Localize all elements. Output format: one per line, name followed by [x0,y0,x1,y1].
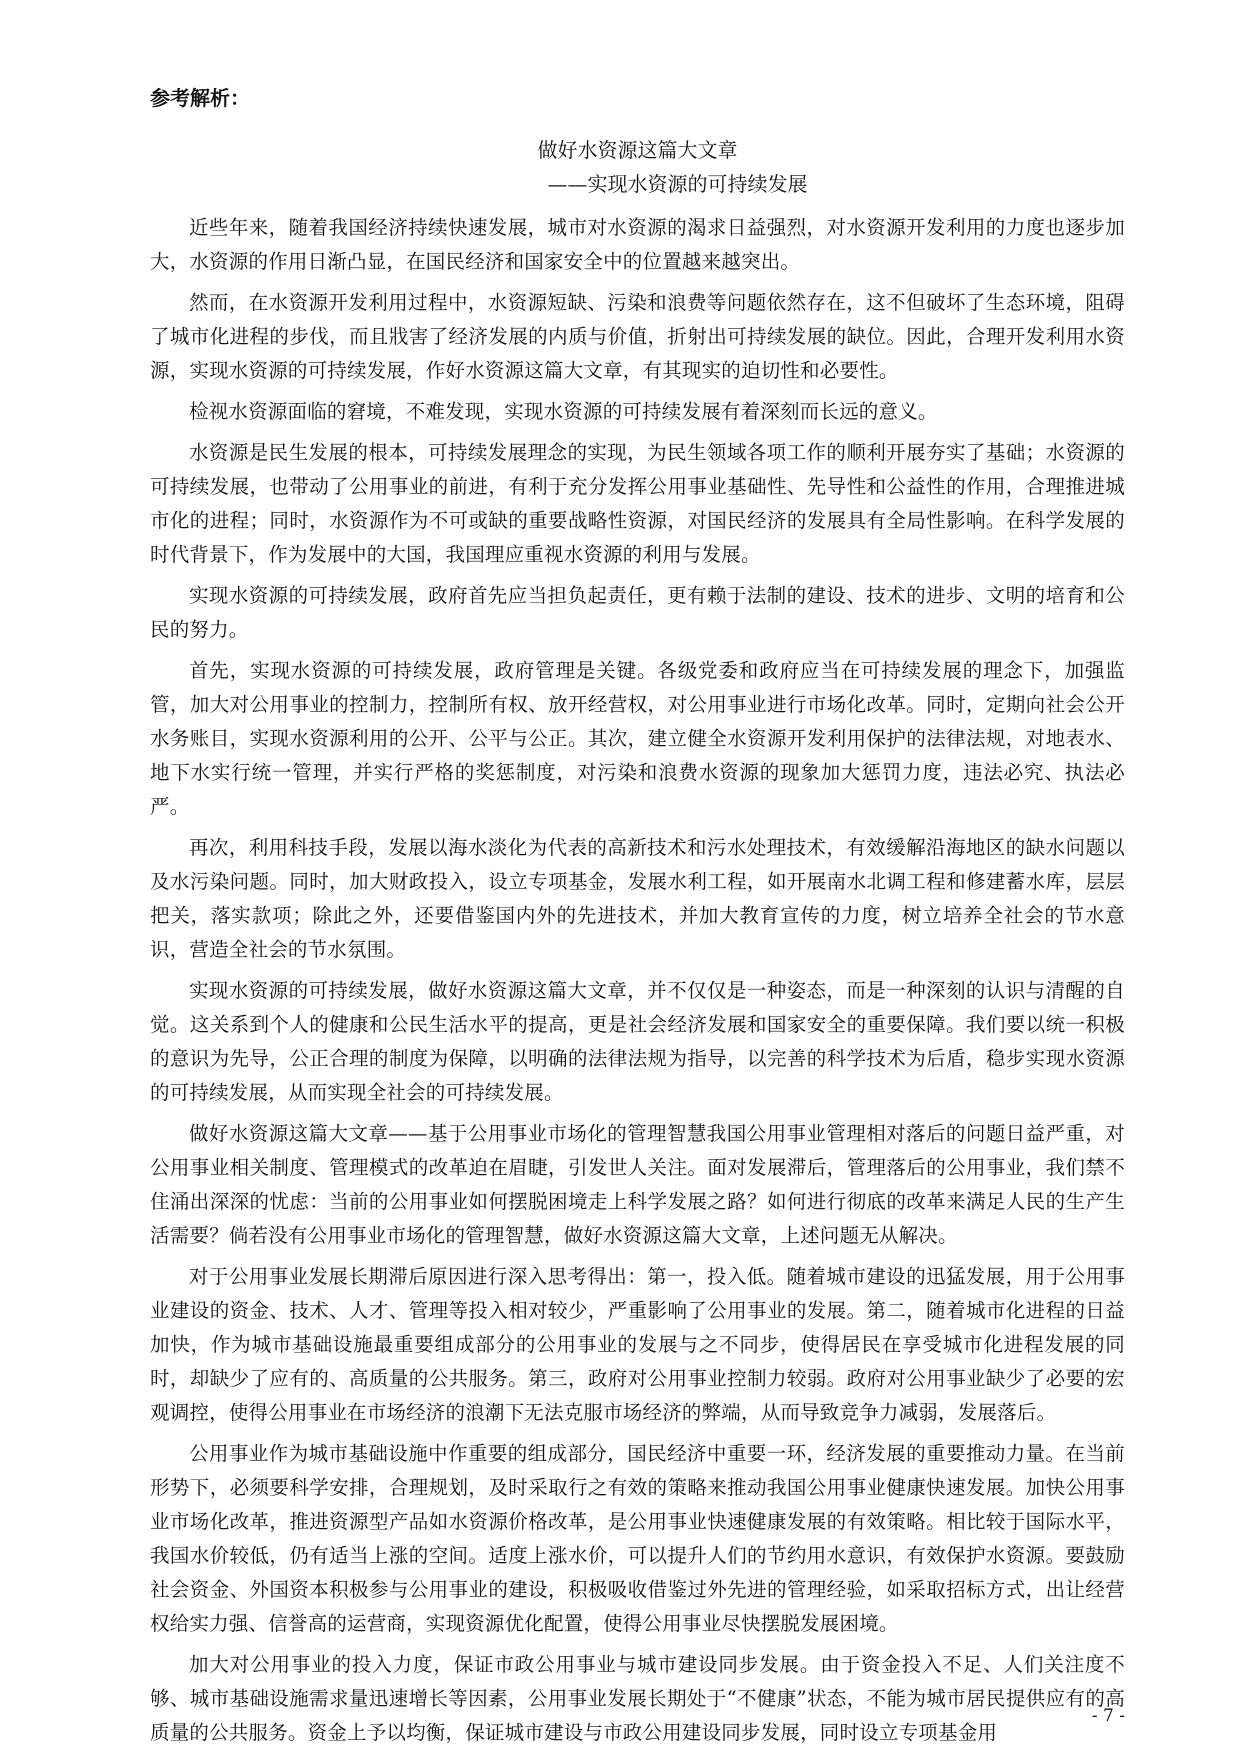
paragraph: 加大对公用事业的投入力度，保证市政公用事业与城市建设同步发展。由于资金投入不足、人们关注度不够、城市基础设施需求量迅速增长等因素，公用事业发展长期处于“不健康”状态，不能为城市居民提供应有的高质量的公共服务。资金上予以均衡，保证城市建设与市政公用建设同步发展，同时设立专项基金用 [150,1653,1125,1744]
paragraph: 近些年来，随着我国经济持续快速发展，城市对水资源的渴求日益强烈，对水资源开发利用的力度也逐步加大，水资源的作用日渐凸显，在国民经济和国家安全中的位置越来越突出。 [150,216,1125,273]
paragraph: 检视水资源面临的窘境，不难发现，实现水资源的可持续发展有着深刻而长远的意义。 [189,400,938,423]
paragraph: 水资源是民生发展的根本，可持续发展理念的实现，为民生领域各项工作的顺利开展夯实了基础；水资源的可持续发展，也带动了公用事业的前进，有利于充分发挥公用事业基础性、先导性和公益性的作用，合理推进城市化的进程；同时，水资源作为不可或缺的重要战略性资源，对国民经济的发展具有全局性影响。在科学发展的时代背景下，作为发展中的大国，我国理应重视水资源的利用与发展。 [150,441,1125,566]
paragraph: 做好水资源这篇大文章——基于公用事业市场化的管理智慧我国公用事业管理相对落后的问题日益严重，对公用事业相关制度、管理模式的改革迫在眉睫，引发世人关注。面对发展滞后，管理落后的公用事业，我们禁不住涌出深深的忧虑：当前的公用事业如何摆脱困境走上科学发展之路？如何进行彻底的改革来满足人民的生产生活需要？倘若没有公用事业市场化的管理智慧，做好水资源这篇大文章，上述问题无从解决。 [150,1122,1125,1247]
page-number: - 7 - [1091,1706,1125,1726]
document-body [150,82,1125,1757]
paragraph: 然而，在水资源开发利用过程中，水资源短缺、污染和浪费等问题依然存在，这不但破坏了生态环境，阻碍了城市化进程的步伐，而且戕害了经济发展的内质与价值，折射出可持续发展的缺位。因此，合理开发利用水资源，实现水资源的可持续发展，作好水资源这篇大文章，有其现实的迫切性和必要性。 [150,291,1125,382]
article-title: 做好水资源这篇大文章 [537,138,738,162]
paragraph: 实现水资源的可持续发展，政府首先应当担负起责任，更有赖于法制的建设、技术的进步、文明的培育和公民的努力。 [150,584,1125,641]
paragraph: 对于公用事业发展长期滞后原因进行深入思考得出：第一，投入低。随着城市建设的迅猛发展，用于公用事业建设的资金、技术、人才、管理等投入相对较少，严重影响了公用事业的发展。第二，随着城市化进程的日益加快，作为城市基础设施最重要组成部分的公用事业的发展与之不同步，使得居民在享受城市化进程发展的同时，却缺少了应有的、高质量的公共服务。第三，政府对公用事业控制力较弱。政府对公用事业缺少了必要的宏观调控，使得公用事业在市场经济的浪潮下无法克服市场经济的弊端，从而导致竞争力减弱，发展落后。 [150,1265,1125,1424]
paragraph: 实现水资源的可持续发展，做好水资源这篇大文章，并不仅仅是一种姿态，而是一种深刻的认识与清醒的自觉。这关系到个人的健康和公民生活水平的提高，更是社会经济发展和国家安全的重要保障。我们要以统一积极的意识为先导，公正合理的制度为保障，以明确的法律法规为指导，以完善的科学技术为后盾，稳步实现水资源的可持续发展，从而实现全社会的可持续发展。 [150,979,1125,1104]
paragraph: 再次，利用科技手段，发展以海水淡化为代表的高新技术和污水处理技术，有效缓解沿海地区的缺水问题以及水污染问题。同时，加大财政投入，设立专项基金，发展水利工程，如开展南水北调工程和修建蓄水库，层层把关，落实款项；除此之外，还要借鉴国内外的先进技术，并加大教育宣传的力度，树立培养全社会的节水意识，营造全社会的节水氛围。 [150,836,1125,961]
reference-analysis-label: 参考解析： [150,86,250,110]
article-subtitle: ——实现水资源的可持续发展 [547,172,808,196]
paragraph: 公用事业作为城市基础设施中作重要的组成部分，国民经济中重要一环，经济发展的重要推动力量。在当前形势下，必须要科学安排，合理规划，及时采取行之有效的策略来推动我国公用事业健康快速发展。加快公用事业市场化改革，推进资源型产品如水资源价格改革，是公用事业快速健康发展的有效策略。相比较于国际水平，我国水价较低，仍有适当上涨的空间。适度上涨水价，可以提升人们的节约用水意识，有效保护水资源。要鼓励社会资金、外国资本积极参与公用事业的建设，积极吸收借鉴过外先进的管理经验，如采取招标方式，出让经营权给实力强、信誉高的运营商，实现资源优化配置，使得公用事业尽快摆脱发展困境。 [150,1442,1125,1635]
paragraph: 首先，实现水资源的可持续发展，政府管理是关键。各级党委和政府应当在可持续发展的理念下，加强监管，加大对公用事业的控制力，控制所有权、放开经营权，对公用事业进行市场化改革。同时，定期向社会公开水务账目，实现水资源利用的公开、公平与公正。其次，建立健全水资源开发利用保护的法律法规，对地表水、地下水实行统一管理，并实行严格的奖惩制度，对污染和浪费水资源的现象加大惩罚力度，违法必究、执法必严。 [150,659,1125,818]
